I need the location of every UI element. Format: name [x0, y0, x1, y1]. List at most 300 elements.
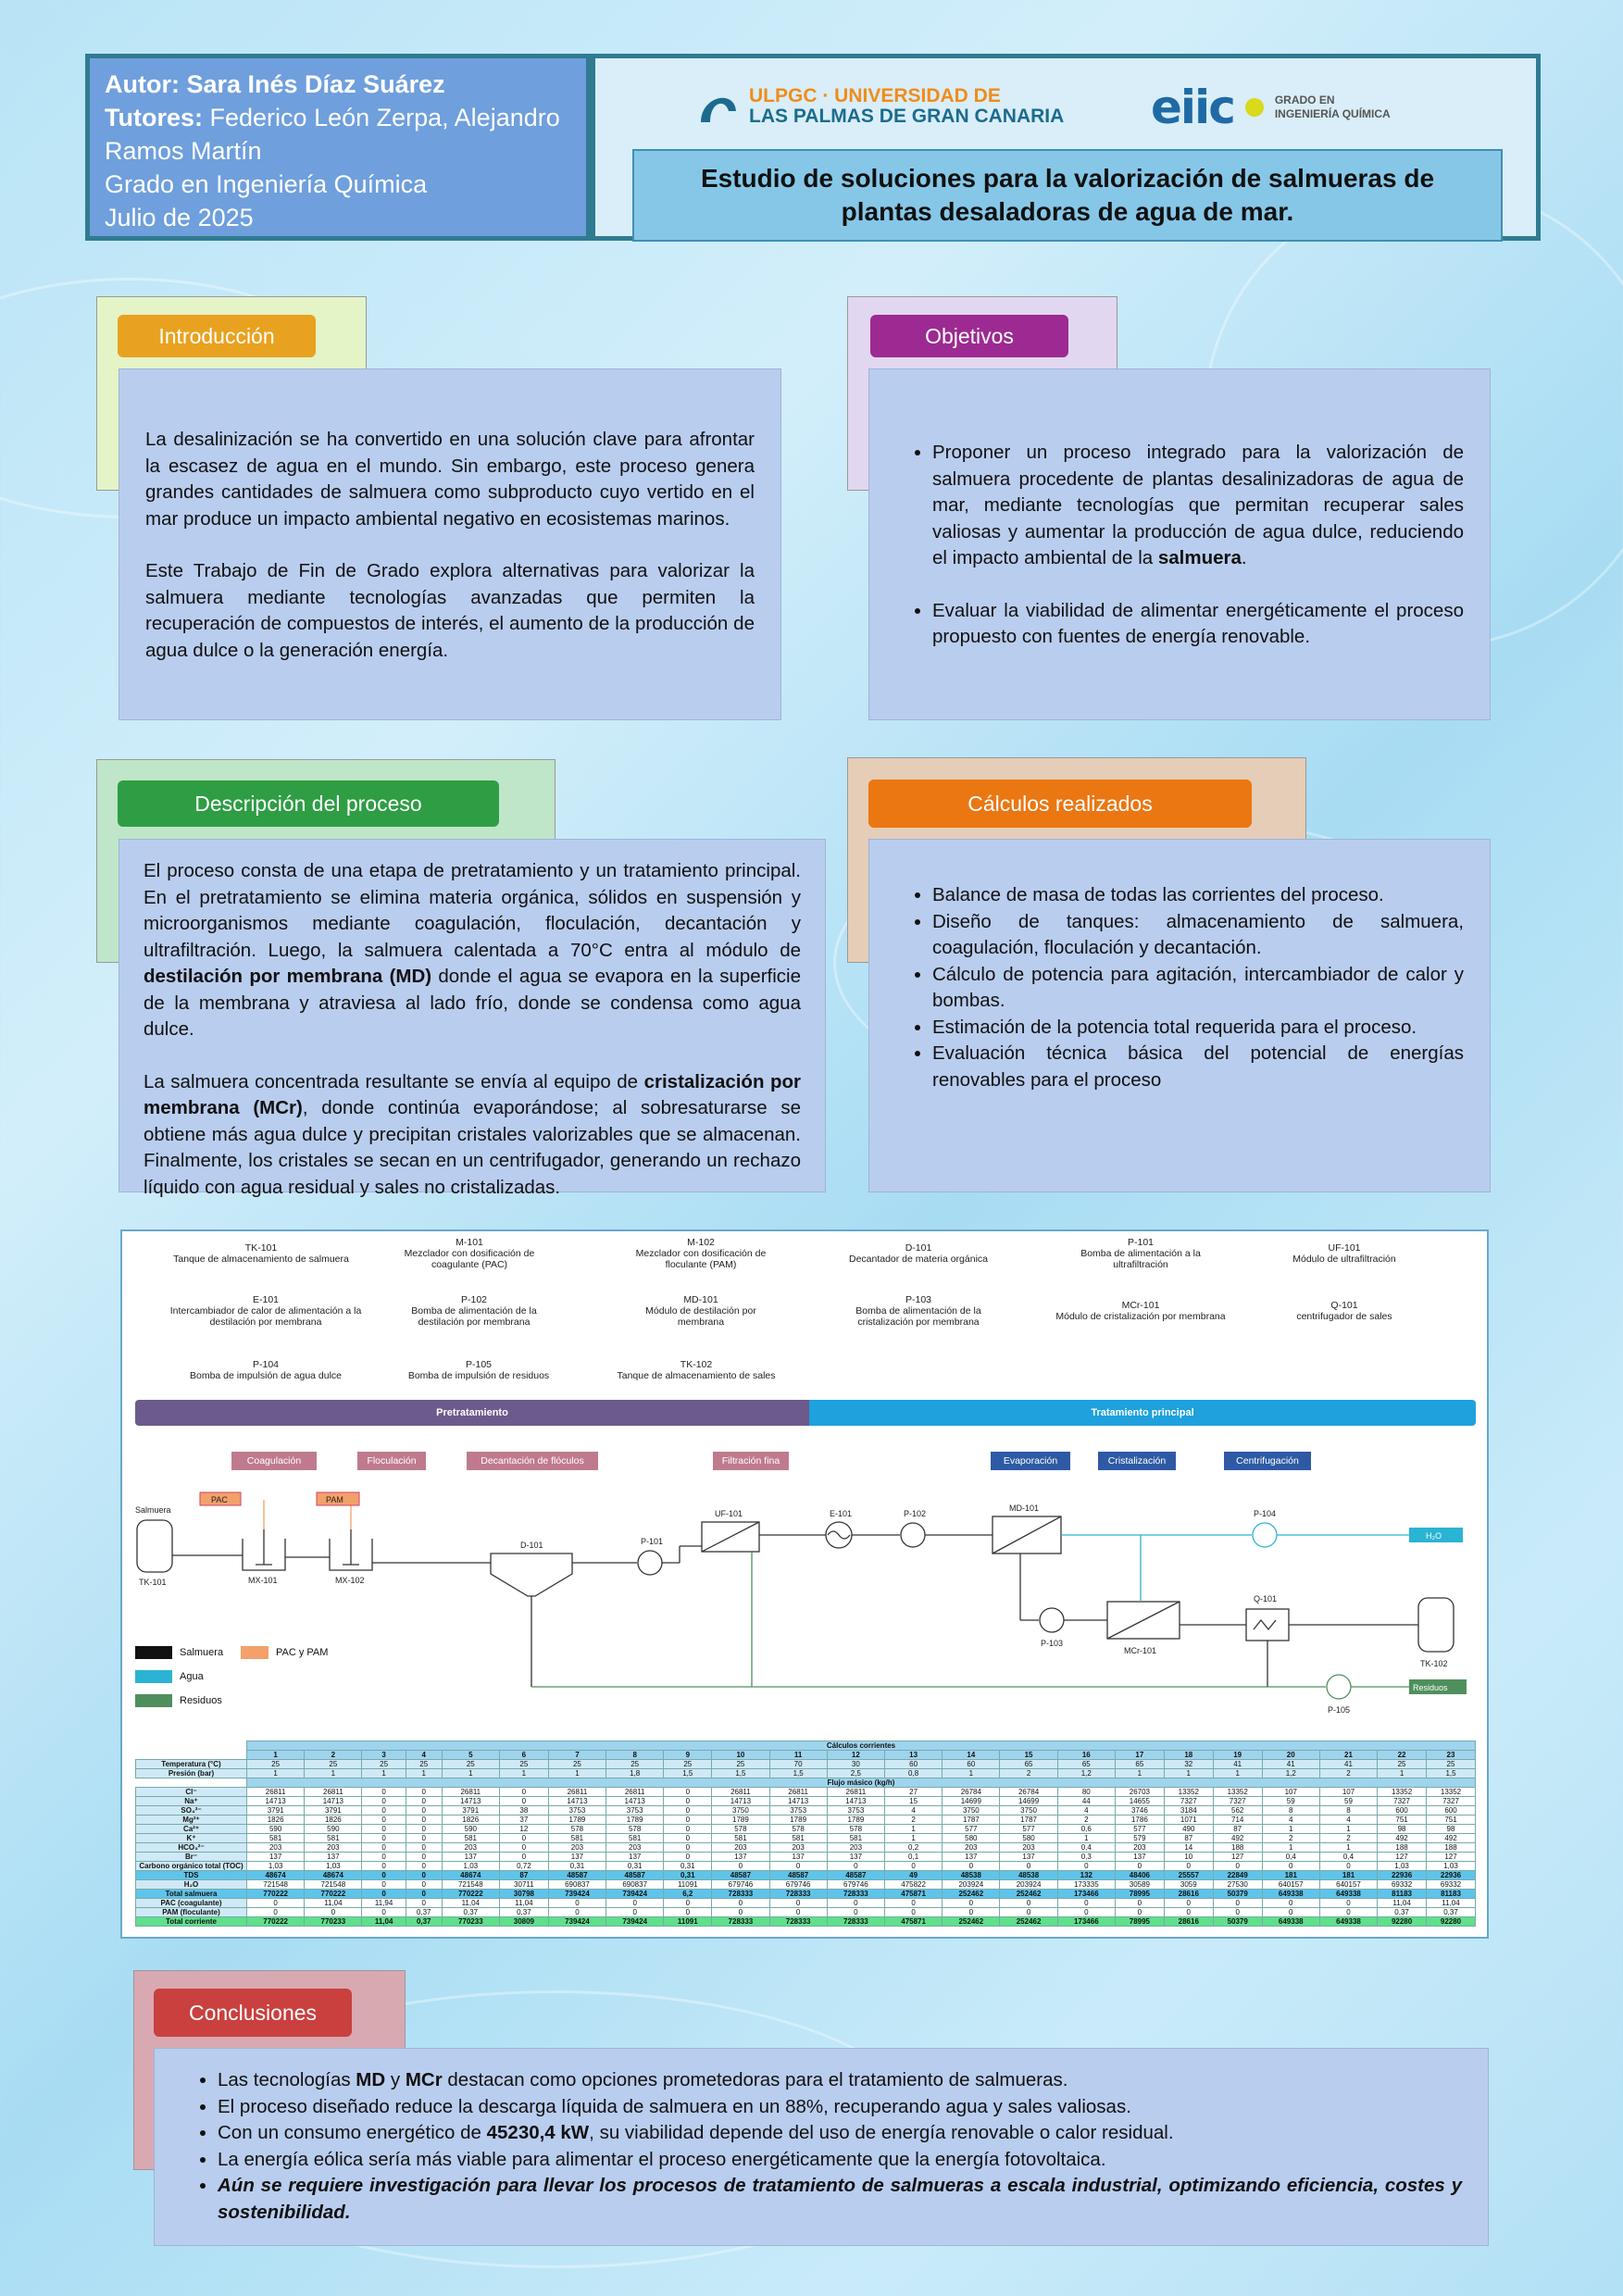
- table-cell: 6,2: [664, 1890, 712, 1899]
- table-cell: 0: [362, 1806, 406, 1816]
- table-row-label: Ca²⁺: [136, 1825, 247, 1834]
- table-cell: 98: [1427, 1825, 1476, 1834]
- table-cell: 48587: [712, 1871, 769, 1880]
- table-cell: 1,03: [305, 1862, 362, 1871]
- objetivo-1-text-a: Proponer un proceso integrado para la valorización de salmuera procedente de plantas desalinizadoras de agua de mar, mediante tecnologías que permitan recuperar sales valiosas y aumentar la producción de agua dulce, reduciendo el impacto ambiental de la: [932, 442, 1464, 568]
- table-cell: 475871: [884, 1890, 942, 1899]
- table-cell: 475871: [884, 1917, 942, 1927]
- author: Autor: Sara Inés Díaz Suárez: [105, 70, 445, 98]
- table-col-header: 21: [1319, 1751, 1377, 1760]
- table-cell: 581: [548, 1834, 606, 1843]
- table-cell: 48538: [1000, 1871, 1057, 1880]
- table-cell: 0: [827, 1899, 884, 1908]
- conclusion-item-4: • La energía eólica sería más viable para alimentar el proceso energéticamente que la energía fotovoltaica.: [218, 2147, 1462, 2174]
- table-cell: 14713: [247, 1797, 305, 1806]
- table-cell: 0: [884, 1899, 942, 1908]
- stage-pretratamiento: Pretratamiento: [135, 1400, 809, 1426]
- table-cell: 600: [1427, 1806, 1476, 1816]
- table-cell: 0: [664, 1797, 712, 1806]
- legend-residuos: [135, 1694, 222, 1707]
- table-cell: 3791: [305, 1806, 362, 1816]
- table-cell: 0: [664, 1806, 712, 1816]
- table-cell: 0: [664, 1908, 712, 1917]
- table-cell: 0: [548, 1899, 606, 1908]
- step-floculacion: Floculación: [357, 1452, 426, 1470]
- equipment-p102: P-102 Bomba de alimentación de la destilación por membrana: [411, 1294, 537, 1328]
- table-cell: 0: [406, 1834, 442, 1843]
- table-cell: 0: [884, 1862, 942, 1871]
- table-cell: 1: [884, 1834, 942, 1843]
- legend-swatch-agua: [135, 1670, 172, 1683]
- table-cell: 728333: [769, 1917, 827, 1927]
- equipment-p104: P-104 Bomba de impulsión de agua dulce: [189, 1359, 343, 1381]
- table-cell: 751: [1378, 1816, 1427, 1825]
- table-cell: 721548: [247, 1880, 305, 1890]
- table-cell: 137: [769, 1853, 827, 1862]
- intro-paragraph-2: Este Trabajo de Fin de Grado explora alternativas para valorizar la salmuera mediante tecnologías avanzadas que permiten la recuperación de compuestos de interés, el aumento de la producción de agua dulce o la generación energía.: [145, 560, 755, 661]
- centrifuge-q101-icon: [1246, 1609, 1289, 1641]
- step-coagulacion: Coagulación: [231, 1452, 317, 1470]
- table-cell: 0,72: [499, 1862, 548, 1871]
- table-row: [136, 1843, 1476, 1853]
- table-cell: 2: [1319, 1834, 1377, 1843]
- table-cell: 13352: [1164, 1788, 1213, 1797]
- label-e101: E-101: [830, 1509, 853, 1518]
- calculo-item-5: • Evaluación técnica básica del potencial de energías renovables para el proceso: [932, 1041, 1464, 1093]
- process-diagram: [120, 1229, 1489, 1939]
- conclusion-item-3: • Con un consumo energético de 45230,4 kW, su viabilidad depende del uso de energía renovable o calor residual.: [218, 2120, 1462, 2147]
- table-cell: 0: [305, 1908, 362, 1917]
- conclusiones-tag: Conclusiones: [154, 1989, 352, 2037]
- table-cell: 48674: [442, 1871, 499, 1880]
- table-cell: 0: [664, 1816, 712, 1825]
- table-cell: 0: [406, 1853, 442, 1862]
- table-col-header: 22: [1378, 1751, 1427, 1760]
- table-row: [136, 1760, 1476, 1769]
- table-cell: 188: [1427, 1843, 1476, 1853]
- table-col-header: 9: [664, 1751, 712, 1760]
- pump-p105-icon: [1327, 1675, 1351, 1699]
- pump-p103-icon: [1040, 1608, 1064, 1632]
- table-row: [136, 1769, 1476, 1778]
- table-cell: 0: [664, 1825, 712, 1834]
- table-row: [136, 1853, 1476, 1862]
- table-cell: 11,04: [1378, 1899, 1427, 1908]
- table-cell: 714: [1213, 1816, 1262, 1825]
- table-cell: 0,6: [1057, 1825, 1115, 1834]
- table-cell: 48587: [548, 1871, 606, 1880]
- table-cell: 0: [362, 1880, 406, 1890]
- table-cell: 1: [1213, 1769, 1262, 1778]
- flowsheet: [122, 1481, 1491, 1741]
- table-cell: 3753: [548, 1806, 606, 1816]
- table-cell: 0: [499, 1797, 548, 1806]
- table-cell: 2: [1319, 1769, 1377, 1778]
- table-row-label: Temperatura (°C): [136, 1760, 247, 1769]
- table-row: [136, 1908, 1476, 1917]
- label-uf101: UF-101: [715, 1509, 743, 1518]
- table-cell: 0,4: [1319, 1853, 1377, 1862]
- table-cell: 1,5: [1427, 1769, 1476, 1778]
- table-cell: 770233: [305, 1917, 362, 1927]
- table-cell: 1,8: [606, 1769, 664, 1778]
- table-cell: 492: [1427, 1834, 1476, 1843]
- table-cell: 22936: [1427, 1871, 1476, 1880]
- desc-p1-a: El proceso consta de una etapa de pretratamiento y un tratamiento principal. En el pretratamiento se elimina materia orgánica, sólidos en suspensión y microorganismos mediante coagulación, floculación, decantación y ultrafiltración. Luego, la salmuera calentada a 70°C entra al módulo de: [144, 860, 801, 961]
- table-cell: 0: [499, 1853, 548, 1862]
- table-cell: 1787: [1000, 1816, 1057, 1825]
- conclusiones-panel: [154, 2048, 1489, 2246]
- table-cell: 580: [943, 1834, 1000, 1843]
- table-cell: 0,4: [1057, 1843, 1115, 1853]
- table-cell: 0,37: [406, 1917, 442, 1927]
- table-cell: 0: [362, 1834, 406, 1843]
- table-cell: 0: [664, 1834, 712, 1843]
- table-cell: 581: [712, 1834, 769, 1843]
- table-col-header: 10: [712, 1751, 769, 1760]
- table-cell: 1789: [712, 1816, 769, 1825]
- table-cell: 252462: [1000, 1890, 1057, 1899]
- yellow-dot-icon: [1245, 98, 1264, 117]
- table-cell: 59: [1262, 1797, 1319, 1806]
- table-cell: 1826: [247, 1816, 305, 1825]
- table-cell: 25: [1427, 1760, 1476, 1769]
- table-cell: 48406: [1115, 1871, 1164, 1880]
- table-cell: 770222: [247, 1917, 305, 1927]
- table-cell: 0: [499, 1834, 548, 1843]
- table-cell: 14699: [1000, 1797, 1057, 1806]
- calculos-panel: [868, 839, 1491, 1192]
- table-cell: 578: [827, 1825, 884, 1834]
- ulpgc-logo: [697, 86, 1064, 127]
- table-cell: 25: [548, 1760, 606, 1769]
- table-cell: 0: [1164, 1899, 1213, 1908]
- table-cell: 252462: [943, 1890, 1000, 1899]
- objetivo-1-text-c: .: [1241, 547, 1247, 568]
- table-cell: 26784: [1000, 1788, 1057, 1797]
- table-cell: 26811: [247, 1788, 305, 1797]
- legend-swatch-pac-pam: [241, 1646, 268, 1659]
- table-row-label: SO₄²⁻: [136, 1806, 247, 1816]
- table-row: [136, 1806, 1476, 1816]
- legend-agua: [135, 1670, 204, 1683]
- table-cell: 1,03: [247, 1862, 305, 1871]
- table-cell: 0,31: [664, 1871, 712, 1880]
- table-cell: 92280: [1378, 1917, 1427, 1927]
- legend-label-pac-pam: PAC y PAM: [276, 1647, 329, 1658]
- table-cell: 22936: [1378, 1871, 1427, 1880]
- step-decantacion: Decantación de flóculos: [467, 1452, 598, 1470]
- table-cell: 8: [1319, 1806, 1377, 1816]
- label-p102: P-102: [904, 1509, 927, 1518]
- table-row-label: Mg²⁺: [136, 1816, 247, 1825]
- objetivo-1-text-b: salmuera: [1157, 547, 1242, 568]
- table-cell: 44: [1057, 1797, 1115, 1806]
- stage-tratamiento-principal: Tratamiento principal: [809, 1400, 1476, 1426]
- eiic-text: eiic: [1151, 81, 1234, 134]
- table-cell: 7327: [1427, 1797, 1476, 1806]
- table-cell: 1786: [1115, 1816, 1164, 1825]
- table-cell: 0: [943, 1862, 1000, 1871]
- table-cell: 14: [1164, 1843, 1213, 1853]
- table-cell: 50379: [1213, 1890, 1262, 1899]
- streams-table: [135, 1741, 1476, 1927]
- table-cell: 137: [548, 1853, 606, 1862]
- table-col-header: 20: [1262, 1751, 1319, 1760]
- table-cell: 14713: [712, 1797, 769, 1806]
- table-cell: 577: [1000, 1825, 1057, 1834]
- table-cell: 0: [362, 1871, 406, 1880]
- table-cell: 0: [362, 1908, 406, 1917]
- table-row: [136, 1825, 1476, 1834]
- table-cell: 65: [1115, 1760, 1164, 1769]
- equipment-p105: P-105 Bomba de impulsión de residuos: [407, 1359, 550, 1381]
- table-cell: 137: [827, 1853, 884, 1862]
- conclusion-item-5: • Aún se requiere investigación para llevar los procesos de tratamiento de salmueras a escala industrial, optimizando eficiencia, costes y sostenibilidad.: [218, 2173, 1462, 2226]
- table-row: [136, 1788, 1476, 1797]
- table-cell: 0,31: [548, 1862, 606, 1871]
- label-p101: P-101: [641, 1537, 664, 1546]
- table-cell: 30809: [499, 1917, 548, 1927]
- table-cell: 679746: [712, 1880, 769, 1890]
- table-cell: 0,1: [884, 1853, 942, 1862]
- table-cell: 107: [1262, 1788, 1319, 1797]
- table-cell: 25: [247, 1760, 305, 1769]
- table-cell: 1: [442, 1769, 499, 1778]
- table-cell: 578: [606, 1825, 664, 1834]
- table-cell: 0: [769, 1908, 827, 1917]
- table-cell: 0,37: [1427, 1908, 1476, 1917]
- table-cell: 600: [1378, 1806, 1427, 1816]
- table-cell: 0: [362, 1843, 406, 1853]
- table-cell: 8: [1262, 1806, 1319, 1816]
- pump-p104-icon: [1253, 1523, 1277, 1547]
- poster-title: Estudio de soluciones para la valorización de salmueras de plantas desaladoras de agua de mar.: [632, 149, 1503, 242]
- table-cell: 4: [1319, 1816, 1377, 1825]
- table-cell: 30798: [499, 1890, 548, 1899]
- equipment-q101: Q-101 centrifugador de sales: [1296, 1300, 1392, 1322]
- table-cell: 48587: [769, 1871, 827, 1880]
- table-cell: 0: [712, 1899, 769, 1908]
- table-cell: 10: [1164, 1853, 1213, 1862]
- degree: Grado en Ingeniería Química: [105, 170, 428, 198]
- table-cell: 640157: [1262, 1880, 1319, 1890]
- table-cell: 25: [442, 1760, 499, 1769]
- table-cell: 1789: [548, 1816, 606, 1825]
- table-cell: 11,04: [305, 1899, 362, 1908]
- table-cell: 590: [442, 1825, 499, 1834]
- table-row-label: HCO₃²⁻: [136, 1843, 247, 1853]
- table-cell: 0: [406, 1843, 442, 1853]
- table-cell: 137: [712, 1853, 769, 1862]
- table-cell: 0: [1213, 1899, 1262, 1908]
- table-cell: 81183: [1378, 1890, 1427, 1899]
- table-cell: 1: [1378, 1769, 1427, 1778]
- table-cell: 0: [664, 1853, 712, 1862]
- table-cell: 27530: [1213, 1880, 1262, 1890]
- table-row: [136, 1862, 1476, 1871]
- table-cell: 0: [1213, 1862, 1262, 1871]
- table-cell: 1: [247, 1769, 305, 1778]
- table-cell: 728333: [827, 1890, 884, 1899]
- table-cell: 203: [943, 1843, 1000, 1853]
- table-cell: 3750: [1000, 1806, 1057, 1816]
- table-cell: 2: [1000, 1769, 1057, 1778]
- table-cell: 0: [362, 1825, 406, 1834]
- table-cell: 252462: [943, 1917, 1000, 1927]
- table-cell: 60: [884, 1760, 942, 1769]
- table-col-header: 11: [769, 1751, 827, 1760]
- table-cell: 25: [499, 1760, 548, 1769]
- table-cell: 11,04: [442, 1899, 499, 1908]
- table-cell: 137: [442, 1853, 499, 1862]
- table-cell: 1,5: [664, 1769, 712, 1778]
- table-cell: 739424: [606, 1917, 664, 1927]
- table-cell: 1: [884, 1825, 942, 1834]
- table-cell: 3753: [606, 1806, 664, 1816]
- table-cell: 60: [943, 1760, 1000, 1769]
- table-cell: 0: [362, 1890, 406, 1899]
- table-cell: 0,37: [406, 1908, 442, 1917]
- equipment-d101: D-101 Decantador de materia orgánica: [848, 1242, 988, 1265]
- table-cell: 581: [247, 1834, 305, 1843]
- table-col-header: 7: [548, 1751, 606, 1760]
- table-cell: 28616: [1164, 1890, 1213, 1899]
- table-cell: 0: [827, 1908, 884, 1917]
- table-cell: 203: [712, 1843, 769, 1853]
- table-cell: 13352: [1427, 1788, 1476, 1797]
- table-cell: 13352: [1213, 1788, 1262, 1797]
- desc-p1-c: donde el agua se evapora en la superficie de la membrana y atraviesa al lado frío, donde se condensa como agua dulce.: [144, 966, 801, 1040]
- equipment-mcr101: MCr-101 Módulo de cristalización por membrana: [1055, 1300, 1226, 1322]
- table-cell: 728333: [712, 1917, 769, 1927]
- table-cell: 188: [1378, 1843, 1427, 1853]
- intro-tag: Introducción: [118, 315, 316, 357]
- calculo-item-1: • Balance de masa de todas las corrientes del proceso.: [932, 882, 1464, 909]
- table-cell: 127: [1427, 1853, 1476, 1862]
- table-cell: 14713: [442, 1797, 499, 1806]
- table-cell: 0: [1000, 1908, 1057, 1917]
- table-cell: 41: [1213, 1760, 1262, 1769]
- table-row-label: Cl⁻: [136, 1788, 247, 1797]
- eiic-logo: [1151, 81, 1391, 134]
- table-cell: 1: [1262, 1843, 1319, 1853]
- table-cell: 0: [406, 1890, 442, 1899]
- table-cell: 0: [499, 1788, 548, 1797]
- table-cell: 81183: [1427, 1890, 1476, 1899]
- table-cell: 0: [606, 1908, 664, 1917]
- table-cell: 0: [406, 1788, 442, 1797]
- table-cell: 0: [1000, 1899, 1057, 1908]
- table-cell: 3750: [943, 1806, 1000, 1816]
- table-row: [136, 1797, 1476, 1806]
- table-row-label: Presión (bar): [136, 1769, 247, 1778]
- table-cell: 38: [499, 1806, 548, 1816]
- table-cell: 0: [1115, 1908, 1164, 1917]
- table-cell: 7327: [1378, 1797, 1427, 1806]
- table-cell: 25: [362, 1760, 406, 1769]
- label-p104: P-104: [1254, 1509, 1277, 1518]
- table-row-label: PAM (floculante): [136, 1908, 247, 1917]
- table-cell: 48587: [606, 1871, 664, 1880]
- table-cell: 30589: [1115, 1880, 1164, 1890]
- table-cell: 1: [305, 1769, 362, 1778]
- table-cell: 0,8: [884, 1769, 942, 1778]
- table-cell: 1789: [827, 1816, 884, 1825]
- step-filtracion: Filtración fina: [713, 1452, 789, 1470]
- table-col-header: 23: [1427, 1751, 1476, 1760]
- table-col-header: 6: [499, 1751, 548, 1760]
- table-cell: 0: [664, 1899, 712, 1908]
- equipment-p101: P-101 Bomba de alimentación a la ultrafiltración: [1080, 1237, 1201, 1270]
- table-cell: 0: [606, 1899, 664, 1908]
- table-cell: 1826: [305, 1816, 362, 1825]
- table-cell: 0: [769, 1862, 827, 1871]
- table-cell: 78995: [1115, 1917, 1164, 1927]
- table-cell: 188: [1213, 1843, 1262, 1853]
- table-row-label: PAC (coagulante): [136, 1899, 247, 1908]
- table-cell: 181: [1262, 1871, 1319, 1880]
- table-cell: 25: [1378, 1760, 1427, 1769]
- table-cell: 48674: [247, 1871, 305, 1880]
- table-row-label: TDS: [136, 1871, 247, 1880]
- label-d101: D-101: [520, 1541, 543, 1550]
- table-cell: 1: [1319, 1825, 1377, 1834]
- table-cell: 173466: [1057, 1917, 1115, 1927]
- table-cell: 1: [1115, 1769, 1164, 1778]
- table-cell: 48538: [943, 1871, 1000, 1880]
- label-tk102: TK-102: [1420, 1659, 1448, 1668]
- table-cell: 87: [1213, 1825, 1262, 1834]
- table-cell: 0: [1115, 1862, 1164, 1871]
- table-cell: 649338: [1319, 1917, 1377, 1927]
- table-cell: 203: [606, 1843, 664, 1853]
- label-pam: PAM: [326, 1495, 343, 1504]
- table-cell: 1789: [769, 1816, 827, 1825]
- table-cell: 127: [1378, 1853, 1427, 1862]
- table-cell: 2: [884, 1816, 942, 1825]
- table-row: [136, 1816, 1476, 1825]
- table-cell: 0: [362, 1797, 406, 1806]
- table-cell: 581: [827, 1834, 884, 1843]
- table-cell: 751: [1427, 1816, 1476, 1825]
- table-cell: 3753: [827, 1806, 884, 1816]
- label-p105: P-105: [1328, 1705, 1351, 1715]
- table-cell: 11,04: [499, 1899, 548, 1908]
- table-cell: 0: [1057, 1908, 1115, 1917]
- intro-paragraph-1: La desalinización se ha convertido en una solución clave para afrontar la escasez de agua en el mundo. Sin embargo, este proceso genera grandes cantidades de salmuera como subproducto cuyo vertido en el mar produce un impacto ambiental negativo en ecosistemas marinos.: [145, 429, 755, 530]
- table-cell: 0: [406, 1816, 442, 1825]
- table-cell: 0: [247, 1899, 305, 1908]
- label-pac: PAC: [211, 1495, 228, 1504]
- tank-tk101-icon: [137, 1520, 172, 1572]
- table-cell: 728333: [769, 1890, 827, 1899]
- table-cell: 0: [247, 1908, 305, 1917]
- table-col-header: 14: [943, 1751, 1000, 1760]
- table-cell: 0: [362, 1862, 406, 1871]
- table-flow-title: Flujo másico (kg/h): [247, 1778, 1476, 1788]
- table-cell: 203: [548, 1843, 606, 1853]
- table-cell: 25: [606, 1760, 664, 1769]
- legend-salmuera: [135, 1646, 223, 1659]
- desc-p2-c: , donde continúa evaporándose; al sobresaturarse se obtiene más agua dulce y precipitan cristales valorizables que se almacenan. Finalmente, los cristales se secan en un centrifugador, generando un rechazo líquido con agua residual y sales no cristalizadas.: [144, 1097, 801, 1198]
- descripcion-panel: [119, 839, 826, 1198]
- label-mx102: MX-102: [335, 1576, 365, 1585]
- table-cell: 3753: [769, 1806, 827, 1816]
- table-cell: 492: [1378, 1834, 1427, 1843]
- table-cell: 0: [1319, 1908, 1377, 1917]
- table-cell: 27: [884, 1788, 942, 1797]
